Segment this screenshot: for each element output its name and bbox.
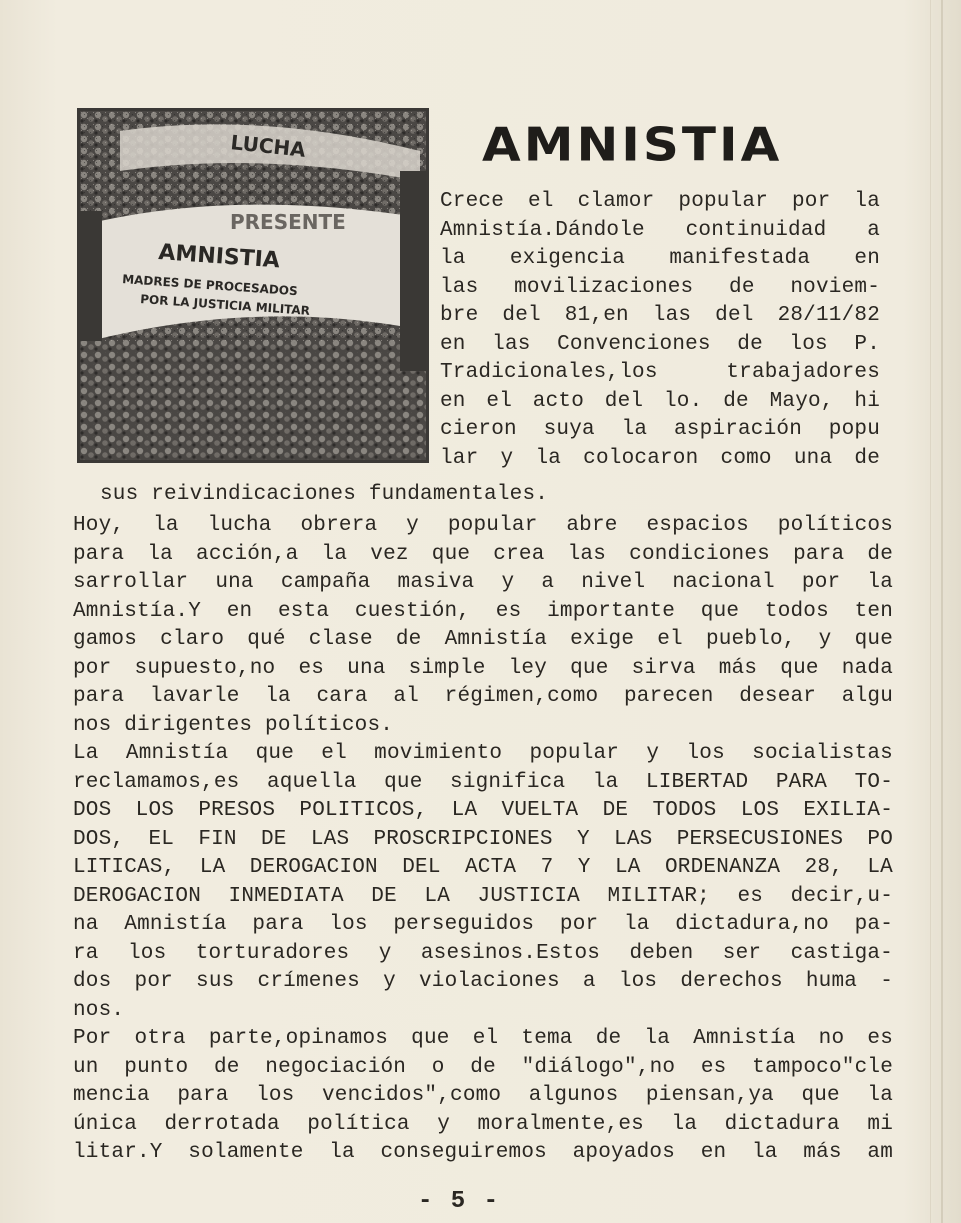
column-line: cieron suya la aspiración popu	[440, 418, 880, 441]
column-line: en el acto del lo. de Mayo, hi	[440, 389, 880, 413]
column-line: las movilizaciones de noviem-	[440, 275, 880, 299]
body-line: dos por sus crímenes y violaciones a los derechos huma -	[73, 970, 893, 993]
column-line: en las Convenciones de los P.	[440, 332, 880, 356]
body-line: La Amnistía que el movimiento popular y los socialistas	[73, 742, 893, 765]
body-line: para lavarle la cara al régimen,como parecen desear algu	[73, 685, 893, 708]
body-line: un punto de negociación o de "diálogo",no es tampoco"cle	[73, 1055, 893, 1079]
body-line: mencia para los vencidos",como algunos piensan,ya que la	[73, 1084, 893, 1107]
photo-banner-line-1: AMNISTIA	[157, 240, 281, 274]
body-line: nos dirigentes políticos.	[73, 713, 394, 737]
body-line: na Amnistía para los perseguidos por la dictadura,no pa-	[73, 913, 893, 936]
body-line: Hoy, la lucha obrera y popular abre espacios políticos	[73, 514, 893, 537]
protest-photo	[77, 108, 429, 463]
body-line: Amnistía.Y en esta cuestión, es importante que todos ten	[73, 599, 893, 623]
photo-banner-line-2: MADRES DE PROCESADOS	[121, 272, 299, 299]
body-line: DEROGACION INMEDIATA DE LA JUSTICIA MILITAR; es decir,u-	[73, 884, 893, 908]
body-line: LITICAS, LA DEROGACION DEL ACTA 7 Y LA ORDENANZA 28, LA	[73, 856, 893, 879]
body-line: por supuesto,no es una simple ley que sirva más que nada	[73, 656, 893, 680]
body-line: sarrollar una campaña masiva y a nivel nacional por la	[73, 571, 893, 594]
body-line: Por otra parte,opinamos que el tema de la Amnistía no es	[73, 1027, 893, 1050]
body-line: DOS LOS PRESOS POLITICOS, LA VUELTA DE TODOS LOS EXILIA-	[73, 799, 893, 822]
column-line: Amnistía.Dándole continuidad a	[440, 218, 880, 242]
body-text	[73, 512, 893, 1168]
body-line: nos.	[73, 998, 125, 1022]
page-edge	[941, 0, 943, 1223]
body-line: ra los torturadores y asesinos.Estos deben ser castiga-	[73, 941, 893, 965]
column-line: Crece el clamor popular por la	[440, 190, 880, 213]
intro-closing-line	[100, 481, 548, 510]
body-line: gamos claro qué clase de Amnistía exige el pueblo, y que	[73, 628, 893, 651]
body-line: litar.Y solamente la conseguiremos apoyados en la más am	[73, 1141, 893, 1164]
closing-line-text: sus reivindicaciones fundamentales.	[100, 483, 549, 506]
body-line: DOS, EL FIN DE LAS PROSCRIPCIONES Y LAS PERSECUSIONES PO	[73, 827, 893, 851]
intro-column	[440, 188, 880, 473]
column-line: bre del 81,en las del 28/11/82	[440, 304, 880, 327]
protest-photo-image	[80, 111, 426, 460]
column-line: la exigencia manifestada en	[440, 247, 880, 270]
page-title: AMNISTIA	[482, 118, 783, 172]
body-line: reclamamos,es aquella que significa la LIBERTAD PARA TO-	[73, 770, 893, 794]
body-line: para la acción,a la vez que crea las condiciones para de	[73, 542, 893, 566]
column-line: lar y la colocaron como una de	[440, 446, 880, 470]
photo-top-text: LUCHA	[229, 130, 307, 162]
page-edge-inner	[930, 0, 931, 1223]
photo-banner-top: PRESENTE	[230, 210, 346, 234]
photo-banner-line-3: POR LA JUSTICIA MILITAR	[139, 292, 311, 318]
body-line: única derrotada política y moralmente,es la dictadura mi	[73, 1112, 893, 1136]
page-number: - 5 -	[418, 1188, 501, 1215]
column-line: Tradicionales,los trabajadores	[440, 361, 880, 384]
